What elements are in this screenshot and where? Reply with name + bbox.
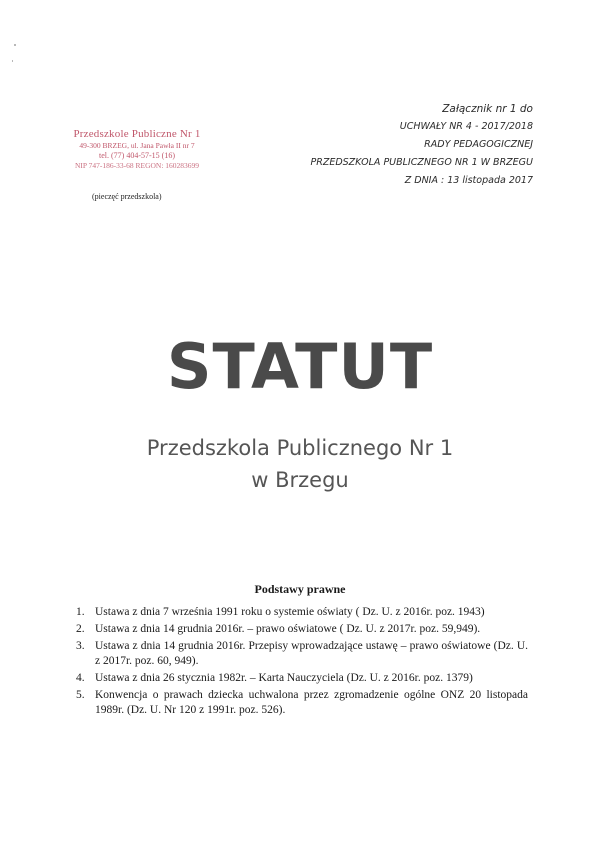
list-item-number: 3. (76, 640, 85, 652)
document-title: STATUT (166, 330, 434, 403)
document-subtitle: Przedszkola Publicznego Nr 1 (146, 436, 454, 460)
list-item-text: Ustawa z dnia 7 września 1991 roku o systemie oświaty ( Dz. U. z 2016r. poz. 1943) (95, 606, 485, 618)
attachment-line: Załącznik nr 1 do (442, 103, 533, 115)
list-item (76, 605, 528, 620)
stamp-phone: tel. (77) 404-57-15 (16) (99, 151, 175, 160)
legal-basis-list (76, 605, 528, 720)
document-subtitle-location: w Brzegu (251, 468, 349, 492)
stamp-address: 49-300 BRZEG, ul. Jana Pawła II nr 7 (79, 141, 195, 150)
list-item-number: 5. (76, 689, 85, 701)
stamp-ids: NIP 747-186-33-68 REGON: 160283699 (74, 161, 200, 170)
list-item-text: Ustawa z dnia 14 grudnia 2016r. Przepisy wprowadzające ustawę – prawo oświatowe (Dz. U. z 2017r. poz. 60, 949). (95, 640, 528, 667)
list-item (76, 622, 528, 637)
stamp-school-name: Przedszkole Publiczne Nr 1 (73, 128, 201, 140)
list-item-text: Ustawa z dnia 26 stycznia 1982r. – Karta Nauczyciela (Dz. U. z 2016r. poz. 1379) (95, 672, 473, 684)
list-item-number: 1. (76, 606, 85, 618)
list-item (76, 688, 528, 718)
list-item (76, 671, 528, 686)
attachment-header (310, 100, 533, 190)
attachment-line: UCHWAŁY NR 4 - 2017/2018 (399, 121, 533, 132)
list-item-number: 2. (76, 623, 85, 635)
school-stamp (62, 128, 212, 170)
scan-speck (12, 60, 13, 62)
stamp-caption: (pieczęć przedszkola) (92, 192, 162, 201)
attachment-line: Z DNIA : 13 listopada 2017 (404, 175, 533, 186)
scan-speck (14, 44, 16, 46)
list-item-text: Ustawa z dnia 14 grudnia 2016r. – prawo oświatowe ( Dz. U. z 2017r. poz. 59,949). (95, 623, 481, 635)
list-item-number: 4. (76, 672, 85, 684)
legal-basis-heading: Podstawy prawne (254, 582, 346, 596)
attachment-line: PRZEDSZKOLA PUBLICZNEGO NR 1 W BRZEGU (310, 157, 533, 168)
attachment-line: RADY PEDAGOGICZNEJ (424, 139, 533, 150)
list-item (76, 639, 528, 669)
list-item-text: Konwencja o prawach dziecka uchwalona przez zgromadzenie ogólne ONZ 20 listopada 1989r. (Dz. U. Nr 120 z 1991r. poz. 526). (95, 689, 528, 716)
